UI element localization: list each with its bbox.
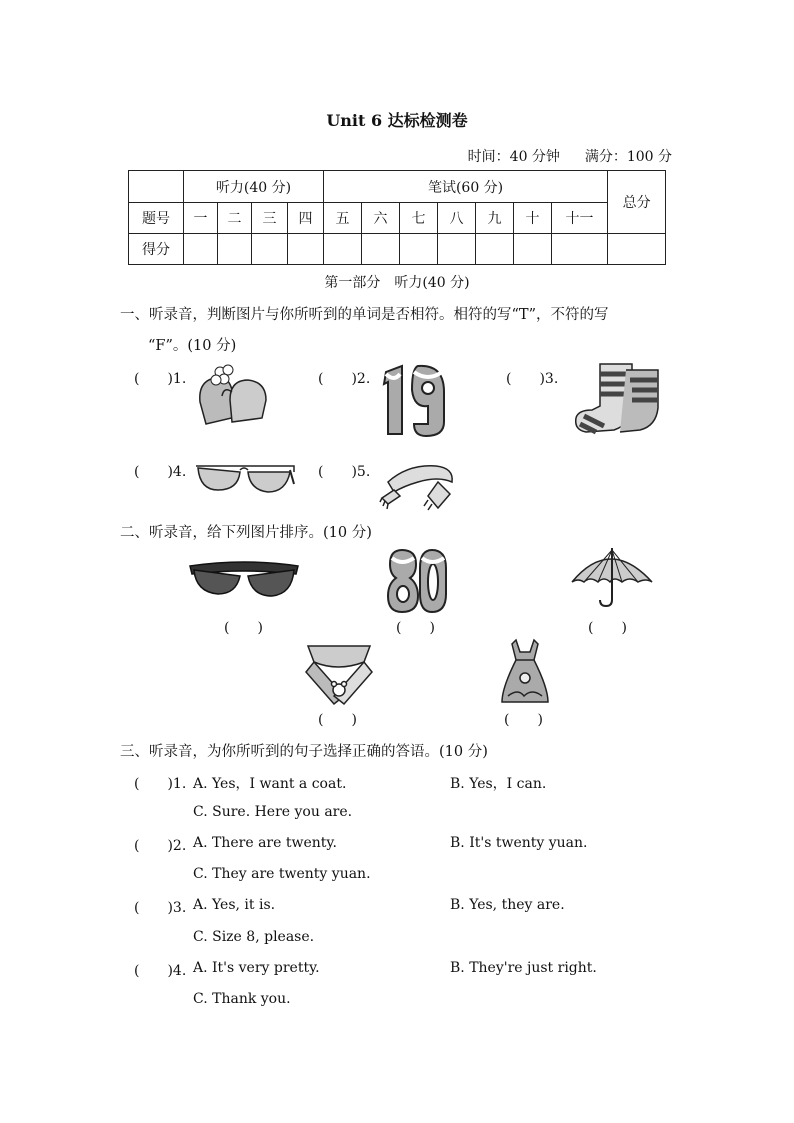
option-a-q4: A. It's very pretty. [193, 960, 320, 976]
section1-title-cont: “F”。(10 分) [148, 338, 237, 354]
score-cell[interactable] [252, 234, 288, 265]
order-blank-4[interactable]: ( ) [318, 712, 357, 728]
time-label: 时间：40 分钟 [467, 149, 560, 165]
mittens-icon [196, 362, 274, 430]
answer-blank-4[interactable]: ( )4. [134, 464, 187, 480]
order-blank-2[interactable]: ( ) [396, 620, 435, 636]
section3-title: 三、听录音，为你所听到的句子选择正确的答语。(10 分) [120, 744, 488, 760]
column-header: 三 [252, 203, 288, 234]
scarf-icon [378, 460, 458, 512]
sunglasses-icon [194, 458, 298, 498]
option-b-q3: B. Yes, they are. [450, 897, 565, 913]
column-header: 八 [438, 203, 476, 234]
score-table [128, 170, 666, 265]
answer-blank-q2[interactable]: ( )2. [134, 838, 187, 854]
score-cell[interactable] [184, 234, 218, 265]
option-a-q2: A. There are twenty. [193, 835, 337, 851]
scarf-icon [304, 644, 374, 706]
order-blank-1[interactable]: ( ) [224, 620, 263, 636]
score-cell[interactable] [362, 234, 400, 265]
total-header: 总分 [608, 171, 666, 234]
exam-info [468, 146, 672, 166]
answer-blank-1[interactable]: ( )1. [134, 371, 187, 387]
column-header: 六 [362, 203, 400, 234]
score-cell[interactable] [438, 234, 476, 265]
option-b-q2: B. It's twenty yuan. [450, 835, 588, 851]
option-c-q2: C. They are twenty yuan. [193, 866, 371, 882]
umbrella-icon [570, 546, 654, 608]
column-header: 五 [324, 203, 362, 234]
column-header: 二 [218, 203, 252, 234]
score-cell[interactable] [552, 234, 608, 265]
score-label: 得分 [129, 234, 184, 265]
full-score-label: 满分：100 分 [584, 149, 672, 165]
answer-blank-5[interactable]: ( )5. [318, 464, 371, 480]
answer-blank-q4[interactable]: ( )4. [134, 963, 187, 979]
option-b-q4: B. They're just right. [450, 960, 597, 976]
option-a-q1: A. Yes，I want a coat. [193, 776, 347, 792]
column-header: 一 [184, 203, 218, 234]
answer-blank-q3[interactable]: ( )3. [134, 900, 187, 916]
question-number-label: 题号 [129, 203, 184, 234]
option-c-q1: C. Sure. Here you are. [193, 804, 353, 820]
answer-blank-3[interactable]: ( )3. [506, 371, 559, 387]
score-cell[interactable] [288, 234, 324, 265]
column-header: 十一 [552, 203, 608, 234]
option-c-q3: C. Size 8, please. [193, 929, 315, 945]
sunglasses-icon [188, 556, 300, 602]
number-19-icon [380, 362, 448, 438]
page-title: Unit 6 达标检测卷 [326, 111, 468, 130]
total-score-cell[interactable] [608, 234, 666, 265]
option-b-q1: B. Yes，I can. [450, 776, 547, 792]
option-c-q4: C. Thank you. [193, 991, 291, 1007]
column-header: 七 [400, 203, 438, 234]
score-cell[interactable] [400, 234, 438, 265]
number-80-icon [386, 548, 448, 614]
section2-title: 二、听录音，给下列图片排序。(10 分) [120, 525, 372, 541]
answer-blank-2[interactable]: ( )2. [318, 371, 371, 387]
column-header: 十 [514, 203, 552, 234]
score-cell[interactable] [218, 234, 252, 265]
score-cell[interactable] [476, 234, 514, 265]
socks-icon [570, 360, 662, 436]
table-corner-cell [129, 171, 184, 203]
part-title: 第一部分 听力(40 分) [324, 275, 470, 291]
section1-title: 一、听录音，判断图片与你所听到的单词是否相符。相符的写“T”，不符的写 [120, 307, 609, 323]
column-header: 九 [476, 203, 514, 234]
order-blank-3[interactable]: ( ) [588, 620, 627, 636]
dress-icon [500, 638, 550, 706]
writing-header: 笔试(60 分) [324, 171, 608, 203]
score-cell[interactable] [514, 234, 552, 265]
column-header: 四 [288, 203, 324, 234]
answer-blank-q1[interactable]: ( )1. [134, 776, 187, 792]
option-a-q3: A. Yes, it is. [193, 897, 276, 913]
listening-header: 听力(40 分) [184, 171, 324, 203]
score-cell[interactable] [324, 234, 362, 265]
order-blank-5[interactable]: ( ) [504, 712, 543, 728]
